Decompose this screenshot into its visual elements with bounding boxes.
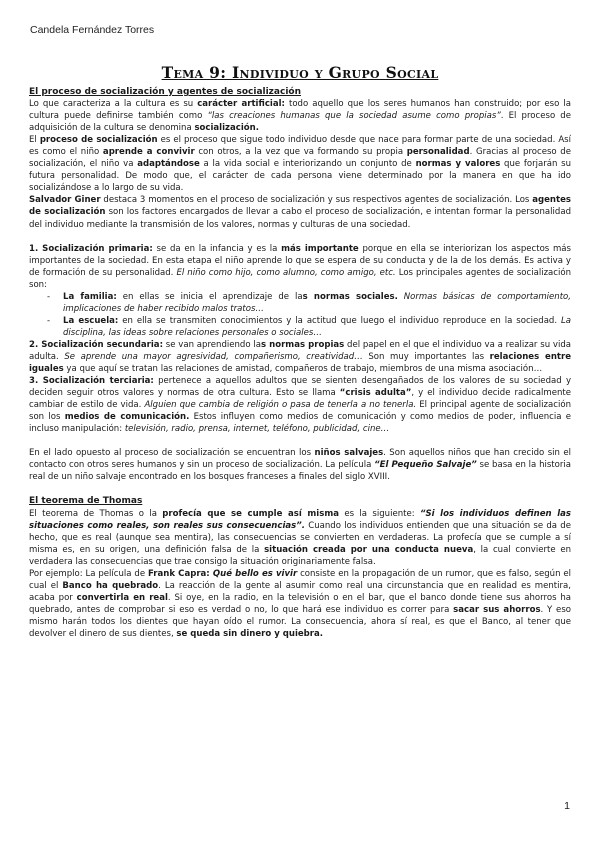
paragraph-ninos-salvajes: En el lado opuesto al proceso de socialización se encuentran los niños salvajes. Son aquellos niños que han crecido sin el contacto con otros seres humanos y sin un proceso de socialización. La película “El Pequeño Salvaje” se basa en la historia real de un niño salvaje encontrado en los bosques franceses a finales del siglo XVIII. bbox=[29, 448, 572, 483]
paragraph-salvador-giner: Salvador Giner destaca 3 momentos en el proceso de socialización y sus respectivos agentes de socialización. Los agentes de socialización son los factores encargados de llevar a cabo el proceso de socialización, e intentan formar la personalidad del individuo mediante la transmisión de los valores, normas y culturas de una sociedad. bbox=[29, 195, 571, 230]
paragraph-socializacion-terciaria: 3. Socialización terciaria: pertenece a aquellos adultos que se sienten desengañados de los valores de su sociedad y deciden seguir otros valores y normas de otra cultura. Esto se llama “crisis adulta”, y el individuo decide radicalmente cambiar de estilo de vida. Alguien que cambia de religión o pasa de tenerla a no tenerla. El principal agente de socialización son los medios de comunicación. Estos influyen como medios de comunicación y como medios de poder, influencia e incluso manipulación: televisión, radio, prensa, internet, teléfono, publicidad, cine… bbox=[29, 376, 572, 435]
paragraph-cultura: Lo que caracteriza a la cultura es su carácter artificial: todo aquello que los seres humanos han construido; por eso la cultura puede definirse también como “las creaciones humanas que la sociedad asume como propias”. El proceso de adquisición de la cultura se denomina socialización. bbox=[29, 99, 571, 134]
paragraph-socializacion-primaria: 1. Socialización primaria: se da en la infancia y es la más importante porque en ella se interiorizan los aspectos más importantes de la sociedad. En esta etapa el niño aprende lo que se espera de su conducta y de la de los demás. Es activa y de formación de su personalidad. El niño como hijo, como alumno, como amigo, etc. Los principales agentes de socialización son: bbox=[29, 243, 572, 290]
document-body bbox=[29, 86, 571, 640]
list-item: - La escuela: en ella se transmiten conocimientos y la actitud que luego el individuo reproduce en la sociedad. La disciplina, las ideas sobre relaciones personales o sociales… bbox=[47, 315, 572, 338]
paragraph-proceso-socializacion: El proceso de socialización es el proceso que sigue todo individuo desde que nace para formar parte de una sociedad. Así es como el niño aprende a convivir con otros, a la vez que va formando su propia personalidad. Gracias al proceso de socialización, el niño va adaptándose a la vida social e interiorizando un conjunto de normas y valores que forjarán su futura personalidad. De modo que, el carácter de cada persona viene determinado por la manera en que ha ido socializándose a lo largo de su vida. bbox=[29, 135, 572, 194]
author-name: Candela Fernández Torres bbox=[30, 24, 155, 36]
page-title: Tema 9: Individuo y Grupo Social bbox=[161, 63, 439, 82]
section-heading-thomas: El teorema de Thomas bbox=[29, 496, 143, 507]
paragraph-teorema-thomas: El teorema de Thomas o la profecía que se cumple así misma es la siguiente: “Si los individuos definen las situaciones como reales, son reales sus consecuencias”. Cuando los individuos entienden que una situación se da de hecho, que es real (aunque sea mentira), las consecuencias se convierten en verdaderas. La profecía que se cumple a sí misma es, en su origen, una definición falsa de la situación creada por una conducta nueva, la cual convierte en verdadera las consecuencias que trae consigo la situación originariamente falsa. bbox=[29, 508, 572, 567]
paragraph-socializacion-secundaria: 2. Socialización secundaria: se van aprendiendo las normas propias del papel en el que el individuo va a realizar su vida adulta. Se aprende una mayor agresividad, compañerismo, creatividad… Son muy importantes las relaciones entre iguales ya que aquí se tratan las relaciones de amistad, compañeros de trabajo, miembros de una misma asociación… bbox=[29, 339, 571, 375]
paragraph-ejemplo-capra: Por ejemplo: La película de Frank Capra: Qué bello es vivir consiste en la propagación de un rumor, que es falso, según el cual el Banco ha quebrado. La reacción de la gente al asumir como real una circunstancia que en realidad es mentira, acaba por convertirla en real. Si oye, en la radio, en la televisión o en el bar, que el banco donde tiene sus ahorros ha quebrado, antes de comprobar si eso es verdad o no, lo que hará ese individuo es correr para sacar sus ahorros. Y eso mismo harán todos los dientes que hayan oído el rumor. La consecuencia, ahora sí real, es que el Banco, al tener que devolver el dinero de sus dientes, se queda sin dinero y quiebra. bbox=[29, 568, 572, 639]
list-item: - La familia: en ellas se inicia el aprendizaje de las normas sociales. Normas básicas de comportamiento, implicaciones de haber recibido malos tratos… bbox=[47, 291, 571, 314]
page-number: 1 bbox=[564, 800, 570, 812]
agents-list bbox=[29, 291, 571, 339]
section-heading-socializacion: El proceso de socialización y agentes de socialización bbox=[29, 87, 302, 97]
